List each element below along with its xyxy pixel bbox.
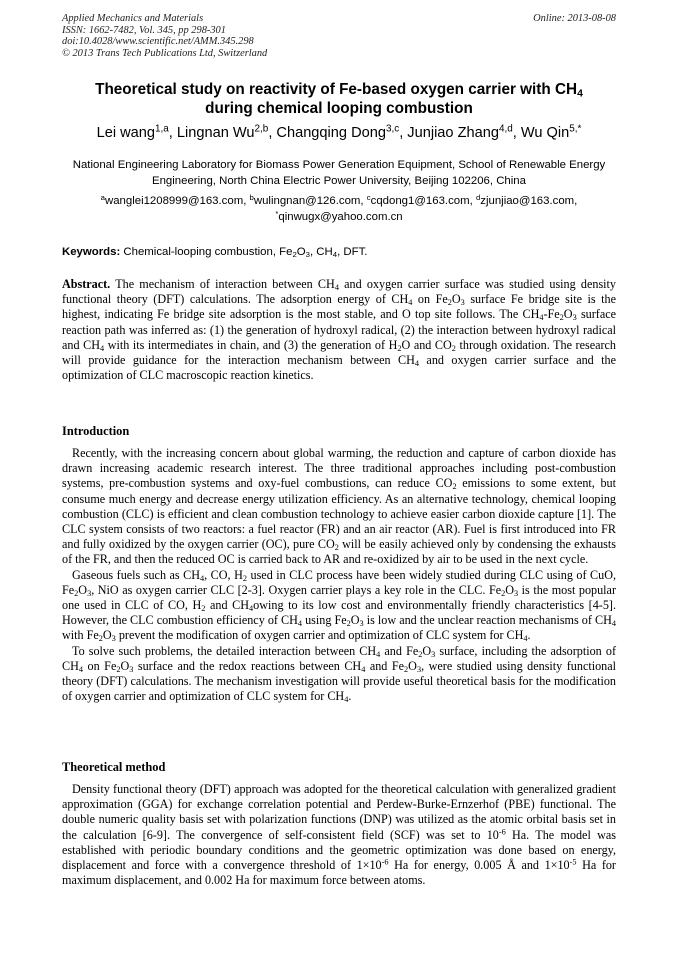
- theoretical-method-body: [62, 782, 616, 888]
- author: Lingnan Wu$^{2,b}$: [176, 123, 269, 141]
- paragraph: Recently, with the increasing concern about global warming, the reduction and capture of carbon dioxide has drawn increasing academic research interest. The three traditional approaches including post-combustion systems, pre-combustion systems and oxy-fuel combustions, can reduce $CO_2$ emissions to some extent, but consume much energy and decrease energy utilization efficiency. As an alternative technology, chemical looping combustion (CLC) is efficient and clean combustion technology to achieve easier carbon dioxide capture [1]. The CLC system consists of two reactors: a fuel reactor (FR) and an air reactor (AR). Fuel is first introduced into FR and fully oxidized by the oxygen carrier (OC), pure $CO_2$ will be easily achieved only by condensing the exhausts of the FR, and then the reduced OC is carried back to AR and re-oxidized by air to be used in the next cycle.: [62, 446, 616, 567]
- author-list: Lei wang$^{1,a}$, Lingnan Wu$^{2,b}$, Changqing Dong$^{3,c}$, Junjiao Zhang$^{4,d}$, Wu Qin$^{5,*}$: [96, 123, 582, 141]
- paragraph: Density functional theory (DFT) approach was adopted for the theoretical calculation with generalized gradient approximation (GGA) for exchange correlation potential and Perdew-Burke-Ernzerhof (PBE) functional. The double numeric quality basis set with polarization functions (DNP) was utilized as the atomic orbital basis set in the calculation [6-9]. The convergence of self-consistent field (SCF) was set to $10^{-6}$ Ha. The model was established with periodic boundary conditions and the geometric optimization was done based on energy, displacement and force with a convergence threshold of $1\times 10^{-6}$ Ha for energy, 0.005 Å and $1\times 10^{-5}$ Ha for maximum displacement, and 0.002 Ha for maximum force between atoms.: [62, 782, 616, 888]
- abstract: [62, 277, 616, 383]
- email[interactable]: $^b$wulingnan@126.com: [249, 192, 361, 207]
- author: Changqing Dong$^{3,c}$: [276, 123, 400, 141]
- abstract-label: Abstract.: [62, 277, 111, 291]
- title-line-2: during chemical looping combustion: [205, 99, 473, 117]
- section-heading-theoretical-method: Theoretical method: [62, 760, 166, 774]
- author: Wu Qin$^{5,*}$: [520, 123, 582, 141]
- paragraph: To solve such problems, the detailed interaction between $CH_4$ and $Fe_2O_3$ surface, including the adsorption of $CH_4$ on $Fe_2O_3$ surface and the redox reactions between $CH_4$ and $Fe_2O_3$, were studied using density functional theory (DFT) calculations. The mechanism investigation will provide useful theoretical basis for the modification of oxygen carrier and optimization of CLC system for $CH_4$.: [62, 643, 616, 705]
- section-heading-introduction: Introduction: [62, 424, 130, 438]
- author: Junjiao Zhang$^{4,d}$: [407, 123, 513, 141]
- introduction-body: [62, 446, 616, 704]
- paper-title: [62, 81, 616, 118]
- email[interactable]: $^d$zjunjiao@163.com: [475, 192, 575, 207]
- affiliation: National Engineering Laboratory for Biomass Power Generation Equipment, School of Renewable Energy Engineering, North China Electric Power University, Beijing 102206, China: [72, 159, 606, 187]
- author: Lei wang$^{1,a}$: [96, 123, 169, 141]
- journal-header: [62, 13, 616, 59]
- email[interactable]: $^c$cqdong1@163.com: [366, 192, 470, 207]
- keywords: Keywords: Chemical-looping combustion, $Fe_2O_3$, $CH_4$, DFT.: [62, 246, 368, 259]
- issn-line: ISSN: 1662-7482, Vol. 345, pp 298-301: [62, 24, 226, 36]
- copyright-line: © 2013 Trans Tech Publications Ltd, Switzerland: [62, 47, 268, 59]
- journal-name: Applied Mechanics and Materials: [62, 13, 204, 24]
- online-date: Online: 2013-08-08: [533, 13, 616, 24]
- keywords-label: Keywords:: [62, 246, 121, 258]
- title-line-1: Theoretical study on reactivity of Fe-based oxygen carrier with $CH_4$: [95, 81, 583, 100]
- doi-line: doi:10.4028/www.scientific.net/AMM.345.298: [62, 36, 254, 48]
- paragraph: Gaseous fuels such as $CH_4$, CO, $H_2$ used in CLC process have been widely studied during CLC using of CuO, $Fe_2O_3$, NiO as oxygen carrier CLC [2-3]. Oxygen carrier plays a key role in the CLC. $Fe_2O_3$ is the most popular one used in CLC of CO, $H_2$ and $CH_4owing$ to its low cost and environmentally friendly characteristics [4-5]. However, the CLC combustion efficiency of $CH_4$ using $Fe_2O_3$ is low and the unclear reaction mechanisms of $CH_4$ with $Fe_2O_3$ prevent the modification of oxygen carrier and optimization of CLC system for $CH_4$.: [62, 567, 617, 644]
- abstract-text: The mechanism of interaction between $CH_4$ and oxygen carrier surface was studied using density functional theory (DFT) calculations. The adsorption energy of $CH_4$ on $Fe_2O_3$ surface Fe bridge site is the highest, indicating Fe bridge site adsorption is the most stable, and O top site follows. The $CH_4-Fe_2O_3$ surface reaction path was inferred as: (1) the generation of hydroxyl radical, (2) the interaction between hydroxyl radical and $CH_4$ with its intermediates in chain, and (3) the generation of $H_2O$ and $CO_2$ through oxidation. The research will provide guidance for the interaction mechanism between $CH_4$ and oxygen carrier surface and the optimization of CLC macroscopic reaction kinetics.: [62, 277, 616, 383]
- email[interactable]: *qinwugx@yahoo.com.cn: [275, 208, 403, 223]
- author-emails: $^a$wanglei1208999@163.com, $^b$wulingnan@126.com, $^c$cqdong1@163.com, $^d$zjunjiao@163.com, *qinwugx@yahoo.com.cn: [100, 192, 578, 223]
- email[interactable]: $^a$wanglei1208999@163.com: [100, 192, 244, 207]
